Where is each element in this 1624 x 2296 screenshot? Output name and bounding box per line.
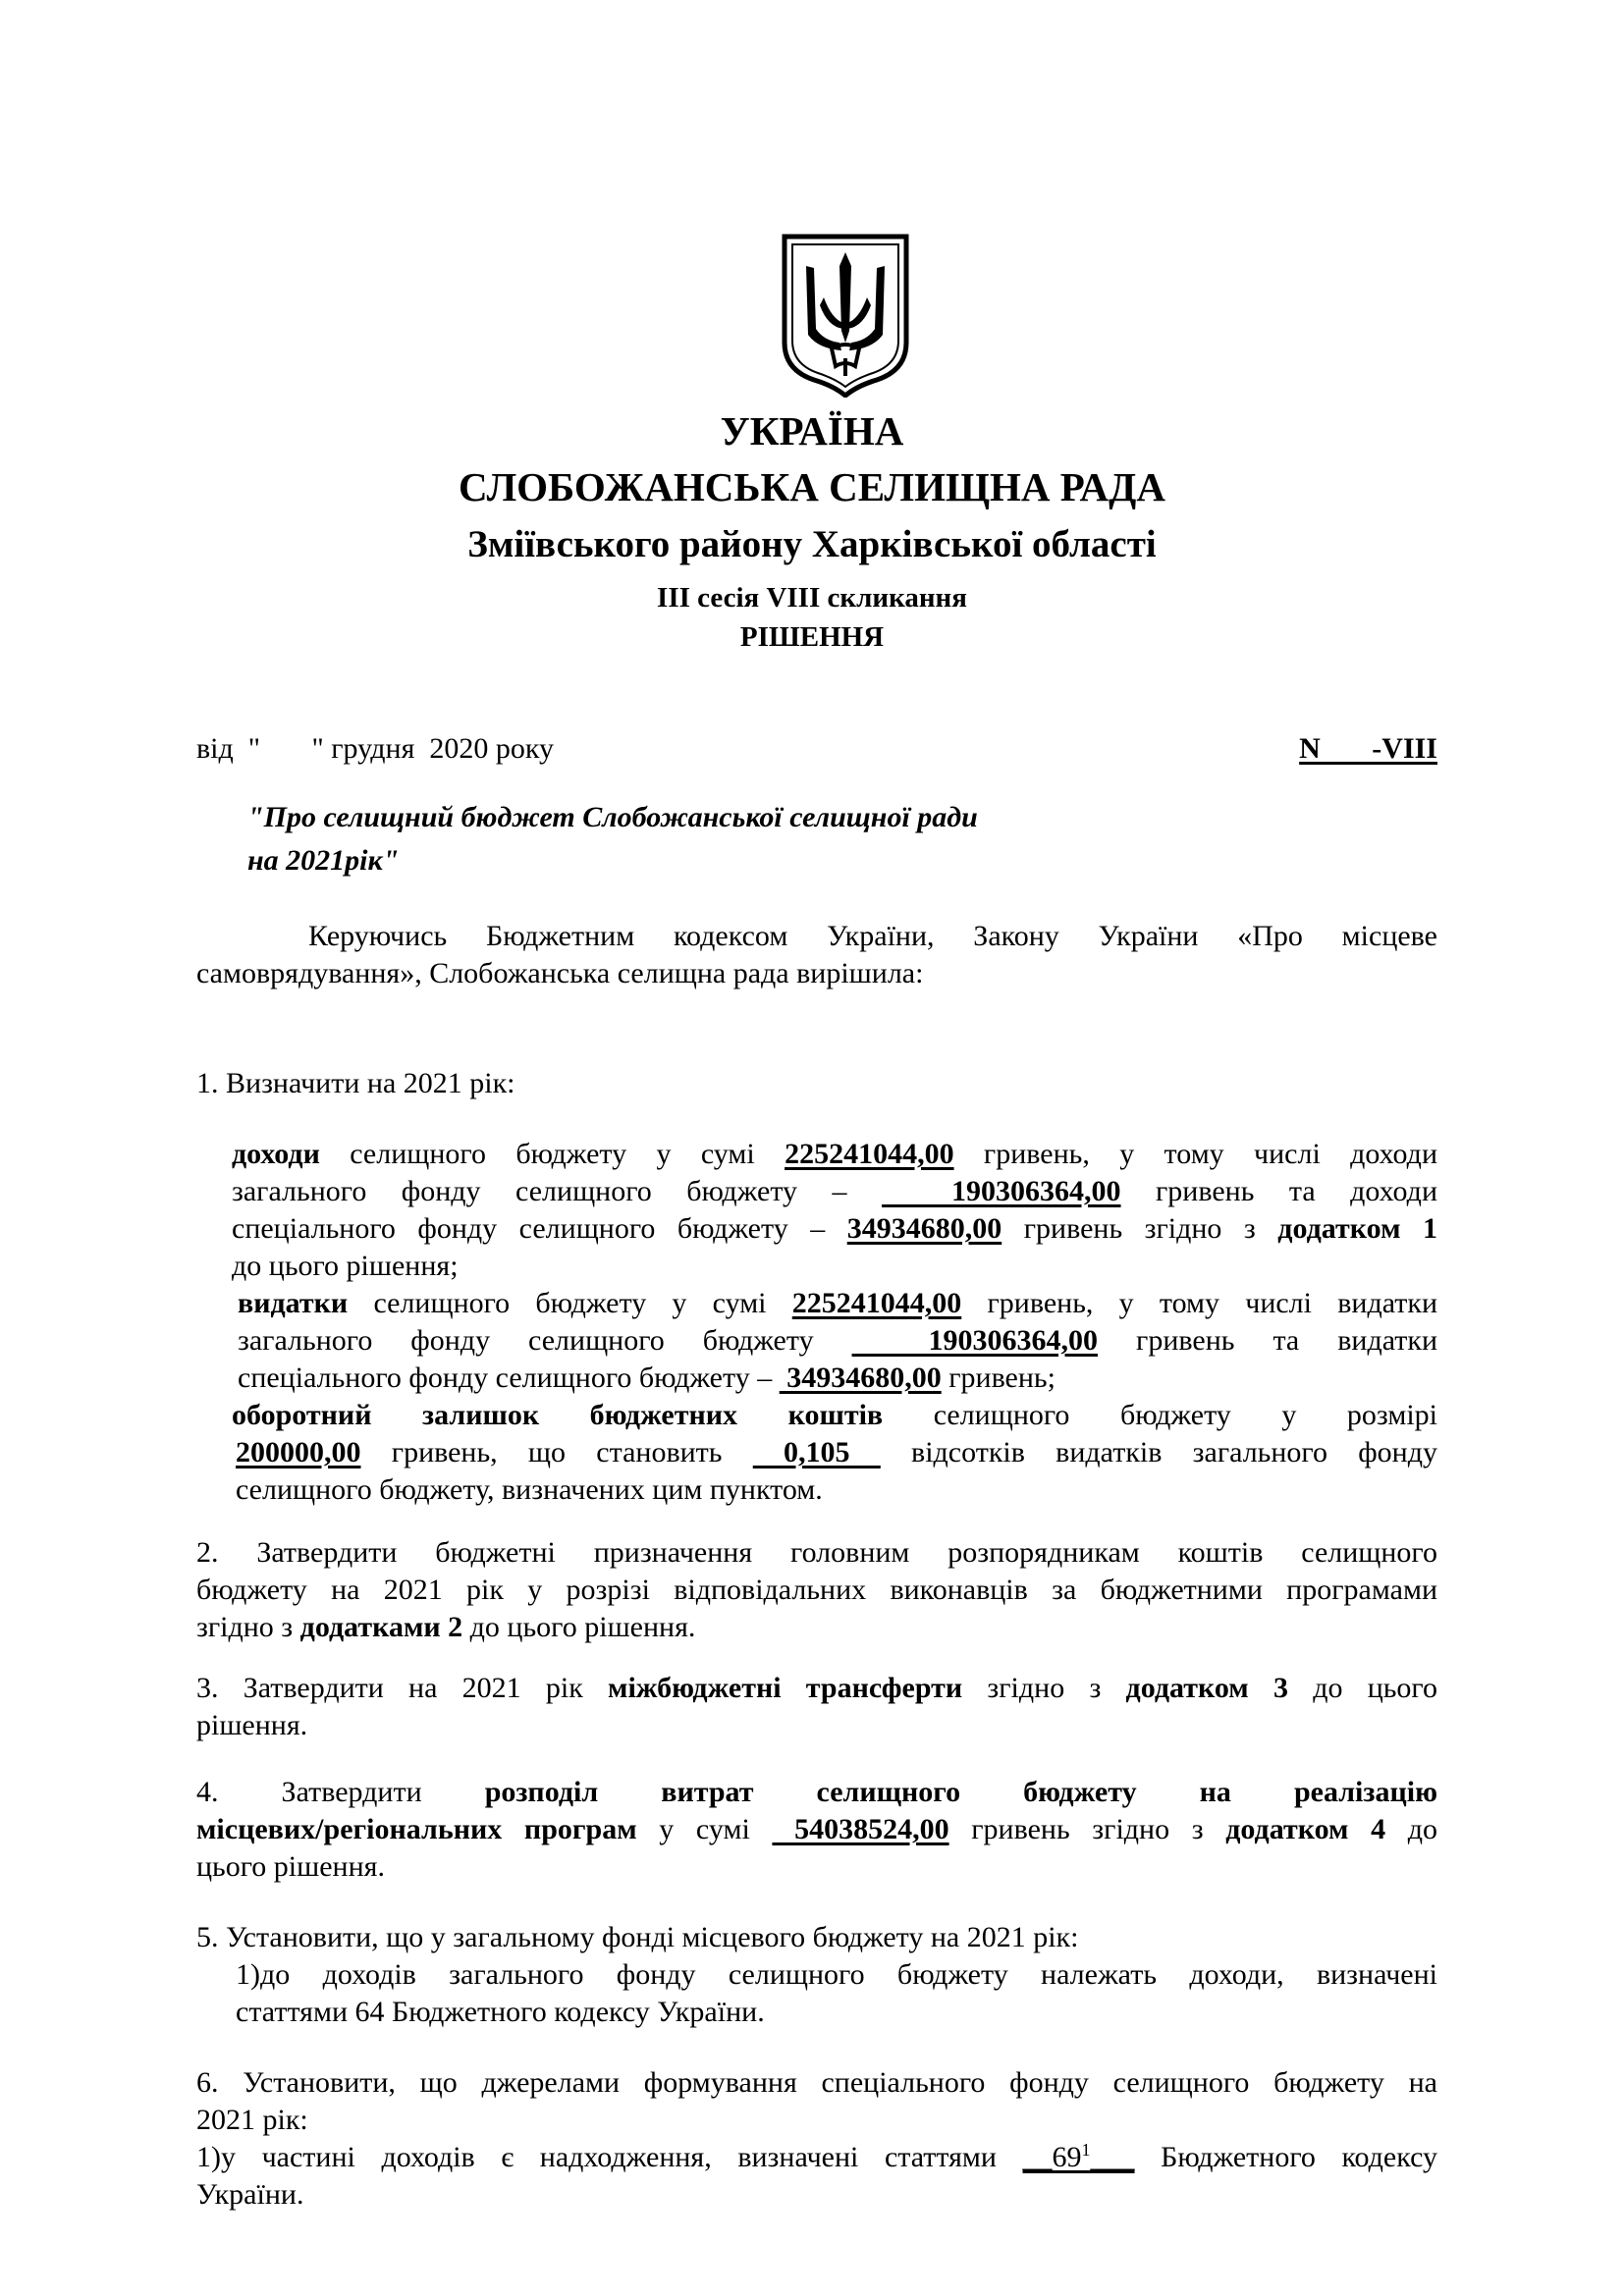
- item-2-line-1: 2. Затвердити бюджетні призначення головним розпорядникам коштів селищного: [196, 1536, 1437, 1569]
- reserve-amount: 200000,00: [236, 1436, 361, 1468]
- session-heading: ІІІ сесія VІІІ скликання: [657, 582, 967, 614]
- item-6-line-1: 6. Установити, що джерелами формування спеціального фонду селищного бюджету на: [196, 2066, 1437, 2099]
- expenses-special-fund: 34934680,00: [779, 1362, 942, 1394]
- income-line-2: загального фонду селищного бюджету – 190306364,00 гривень та доходи: [232, 1175, 1437, 1207]
- decision-number: N -VІІІ: [1299, 732, 1437, 765]
- item-6-line-4: України.: [196, 2178, 304, 2211]
- expenses-line-3: спеціального фонду селищного бюджету – 34934680,00 гривень;: [238, 1362, 1056, 1394]
- income-label: доходи: [232, 1138, 320, 1170]
- item-5-line-3: статтями 64 Бюджетного кодексу України.: [236, 1996, 765, 2028]
- programs-amount: 54038524,00: [772, 1813, 949, 1845]
- item-2-line-2: бюджету на 2021 рік у розрізі відповідальних виконавців за бюджетними програмами: [196, 1574, 1437, 1606]
- expenses-total: 225241044,00: [791, 1287, 962, 1319]
- article-number: $\_\_69^1\_\_\_$: [1022, 2140, 1135, 2173]
- region-heading: Зміївського району Харківської області: [467, 523, 1157, 565]
- reserve-line-1: оборотний залишок бюджетних коштів селищного бюджету у розмірі: [232, 1399, 1438, 1431]
- council-heading: СЛОБОЖАНСЬКА СЕЛИЩНА РАДА: [459, 464, 1165, 509]
- item-4-line-2: місцевих/регіональних програм у сумі 54038524,00 гривень згідно з додатком 4 до: [196, 1813, 1438, 1845]
- country-heading: УКРАЇНА: [720, 408, 904, 454]
- income-general-fund: 190306364,00: [882, 1175, 1121, 1207]
- intro-line-2: самоврядування», Слобожанська селищна рада вирішила:: [196, 957, 924, 989]
- intro-line-1: Керуючись Бюджетним кодексом України, Закону України «Про місцеве: [308, 920, 1437, 952]
- expenses-general-fund: 190306364,00: [851, 1324, 1099, 1357]
- item-5-line-2: 1)до доходів загального фонду селищного бюджету належать доходи, визначені: [236, 1958, 1437, 1991]
- reserve-line-3: селищного бюджету, визначених цим пунктом.: [236, 1473, 823, 1506]
- reserve-percent: 0,105: [752, 1436, 881, 1468]
- annex-4-ref: додатком 4: [1225, 1813, 1386, 1845]
- document-type-heading: РІШЕННЯ: [739, 621, 885, 653]
- item-4-line-1: 4. Затвердити розподіл витрат селищного бюджету на реалізацію: [196, 1776, 1437, 1808]
- item-2-line-3: згідно з додатками 2 до цього рішення.: [196, 1611, 696, 1643]
- decision-title-line-1: "Про селищний бюджет Слобожанської селищної ради: [247, 801, 978, 833]
- expenses-label: видатки: [238, 1287, 349, 1319]
- income-line-4: до цього рішення;: [232, 1250, 459, 1282]
- annex-3-ref: додатком 3: [1125, 1672, 1288, 1704]
- expenses-line-1: видатки селищного бюджету у сумі 225241044,00 гривень, у тому числі видатки: [238, 1287, 1437, 1319]
- trident-coat-of-arms-icon: [781, 233, 910, 398]
- item-6-line-2: 2021 рік:: [196, 2104, 308, 2136]
- annex-2-ref: додатками 2: [299, 1611, 463, 1643]
- item-4-line-3: цього рішення.: [196, 1850, 385, 1883]
- item-6-line-3: 1)у частині доходів є надходження, визначені статтями $\_\_69^1\_\_\_$ Бюджетного кодексу: [196, 2140, 1437, 2173]
- income-total: 225241044,00: [785, 1138, 954, 1170]
- decision-title-line-2: на 2021рік": [247, 844, 400, 877]
- item-5-line-1: 5. Установити, що у загальному фонді місцевого бюджету на 2021 рік:: [196, 1921, 1079, 1953]
- expenses-line-2: загального фонду селищного бюджету 190306364,00 гривень та видатки: [238, 1324, 1437, 1357]
- transfers-label: міжбюджетні трансферти: [608, 1672, 963, 1704]
- item-1-heading: 1. Визначити на 2021 рік:: [196, 1067, 515, 1099]
- programs-label-cont: місцевих/регіональних програм: [196, 1813, 637, 1845]
- item-3-line-1: 3. Затвердити на 2021 рік міжбюджетні трансферти згідно з додатком 3 до цього: [196, 1672, 1437, 1704]
- programs-label: розподіл витрат селищного бюджету на реалізацію: [484, 1776, 1437, 1808]
- income-line-1: доходи селищного бюджету у сумі 225241044,00 гривень, у тому числі доходи: [232, 1138, 1437, 1170]
- income-special-fund: 34934680,00: [846, 1212, 1002, 1245]
- decision-date: від " " грудня 2020 року: [196, 732, 555, 765]
- income-line-3: спеціального фонду селищного бюджету – 34934680,00 гривень згідно з додатком 1: [232, 1212, 1438, 1245]
- reserve-line-2: 200000,00 гривень, що становить 0,105 відсотків видатків загального фонду: [236, 1436, 1437, 1468]
- item-3-line-2: рішення.: [196, 1709, 308, 1741]
- annex-1-ref: додатком 1: [1277, 1212, 1438, 1245]
- reserve-label: оборотний залишок бюджетних коштів: [232, 1399, 884, 1431]
